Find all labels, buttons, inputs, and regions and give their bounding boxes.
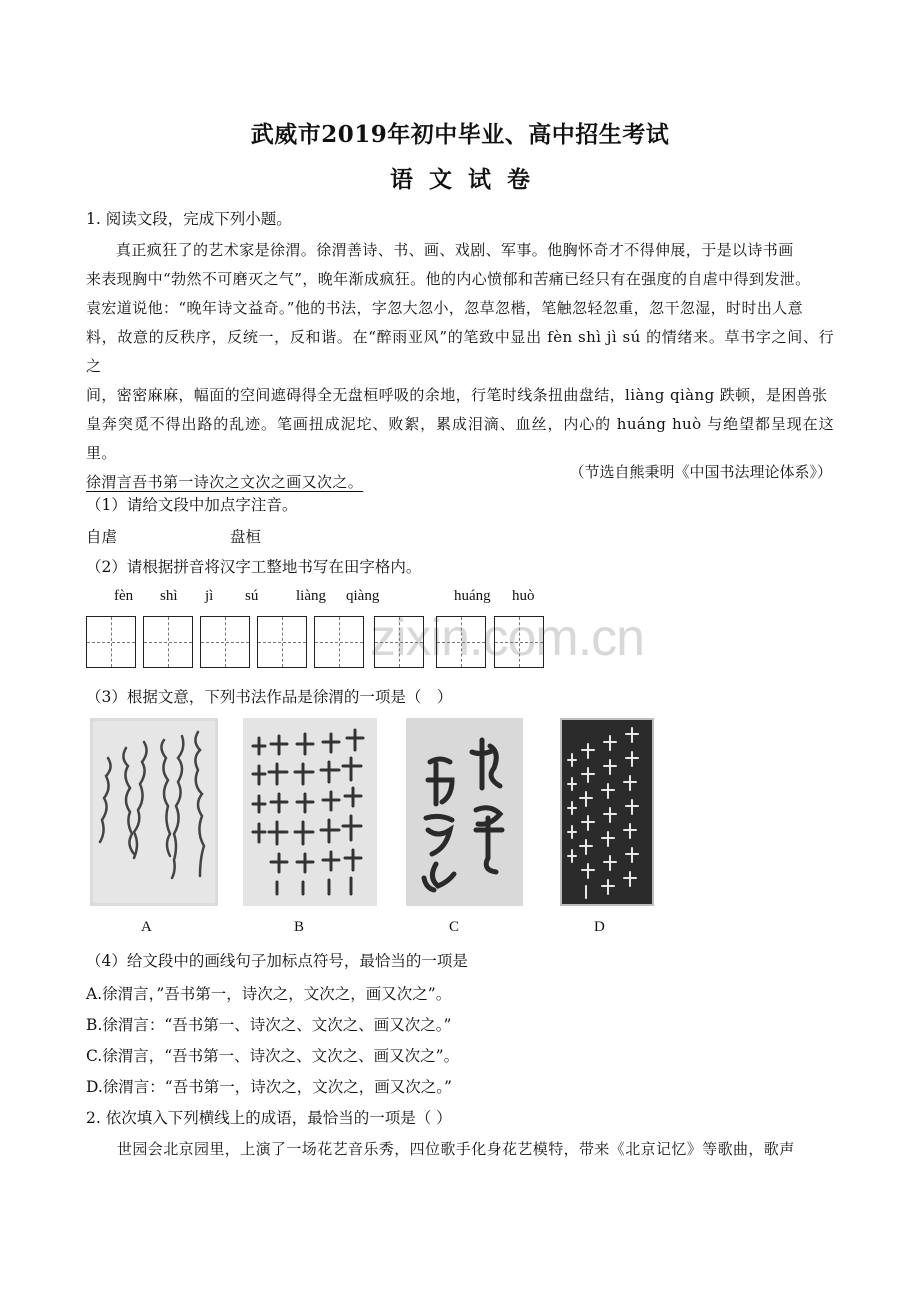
calligraphy-image-b <box>243 718 377 906</box>
writing-cell[interactable] <box>436 616 486 668</box>
pinyin-label: fèn <box>114 588 134 604</box>
image-label-a: A <box>141 919 152 935</box>
option-b[interactable]: B.徐渭言：“吾书第一、诗次之、文次之、画又次之。” <box>86 1016 452 1034</box>
pinyin-label: qiàng <box>346 588 380 604</box>
pinyin-label: sú <box>245 588 259 604</box>
sub1-word-1: 自虐 <box>86 528 118 546</box>
writing-cell[interactable] <box>143 616 193 668</box>
calligraphy-image-c <box>406 718 523 906</box>
pinyin-label: huò <box>512 588 535 604</box>
passage-line: 来表现胸中“勃然不可磨灭之气”，晚年渐成疯狂。他的内心愤郁和苦痛已经只有在强度的自虐中得到发泄。 <box>86 270 811 288</box>
sub4-prompt: （4）给文段中的画线句子加标点符号，最恰当的一项是 <box>86 952 468 970</box>
sub2-prompt: （2）请根据拼音将汉字工整地书写在田字格内。 <box>86 558 422 576</box>
q2-prompt: 2. 依次填入下列横线上的成语，最恰当的一项是（ ） <box>86 1109 452 1127</box>
passage-line: 料，故意的反秩序，反统一，反和谐。在“醉雨亚风”的笔致中显出 fèn shì jì sú 的情绪来。草书字之间、行之 <box>86 328 834 375</box>
watermark: zixin.com.cn <box>370 609 645 667</box>
sub1-prompt: （1）请给文段中加点字注音。 <box>86 496 298 514</box>
writing-cell[interactable] <box>494 616 544 668</box>
option-a[interactable]: A.徐渭言，”吾书第一，诗次之，文次之，画又次之”。 <box>86 985 452 1003</box>
passage-line: 间，密密麻麻，幅面的空间遮碍得全无盘桓呼吸的余地，行笔时线条扭曲盘结，liàng qiàng 跌顿，是困兽张 <box>86 386 828 404</box>
pinyin-label: huáng <box>454 588 491 604</box>
q2-passage: 世园会北京园里，上演了一场花艺音乐秀，四位歌手化身花艺模特，带来《北京记忆》等歌曲，歌声 <box>117 1140 795 1158</box>
pinyin-label: jì <box>205 588 214 604</box>
underlined-sentence: 徐渭言吾书第一诗次之文次之画又次之。 <box>86 473 364 491</box>
passage-line: 袁宏道说他：“晚年诗文益奇。”他的书法，字忽大忽小，忽草忽楷，笔触忽轻忽重，忽干忽湿，时时出人意 <box>86 299 804 317</box>
sub3-prompt: （3）根据文意，下列书法作品是徐渭的一项是（ ） <box>86 688 453 706</box>
exam-title: 武威市2019年初中毕业、高中招生考试 <box>250 121 670 148</box>
passage-source: （节选自熊秉明《中国书法理论体系》） <box>569 463 832 481</box>
passage-line: 真正疯狂了的艺术家是徐渭。徐渭善诗、书、画、戏剧、军事。他胸怀奇才不得伸展，于是以诗书画 <box>116 241 794 259</box>
image-label-d: D <box>594 919 605 935</box>
calligraphy-image-a <box>90 718 218 906</box>
exam-subtitle: 语文试卷 <box>390 166 546 193</box>
option-c[interactable]: C.徐渭言，“吾书第一、诗次之、文次之、画又次之”。 <box>86 1047 460 1065</box>
writing-cell[interactable] <box>314 616 364 668</box>
writing-cell[interactable] <box>374 616 424 668</box>
sub1-word-2: 盘桓 <box>230 528 262 546</box>
writing-cell[interactable] <box>257 616 307 668</box>
calligraphy-image-d <box>560 718 654 906</box>
q1-intro: 1. 阅读文段，完成下列小题。 <box>86 210 292 228</box>
option-d[interactable]: D.徐渭言：“吾书第一，诗次之，文次之，画又次之。” <box>86 1078 452 1096</box>
passage-line: 皇奔突觅不得出路的乱迹。笔画扭成泥坨、败絮，累成泪滴、血丝，内心的 huáng huò 与绝望都呈现在这里。 <box>86 415 834 462</box>
writing-cell[interactable] <box>200 616 250 668</box>
q1-passage <box>86 236 834 497</box>
image-label-b: B <box>294 919 305 935</box>
image-label-c: C <box>449 919 460 935</box>
pinyin-label: shì <box>160 588 178 604</box>
writing-cell[interactable] <box>86 616 136 668</box>
pinyin-label: liàng <box>296 588 326 604</box>
